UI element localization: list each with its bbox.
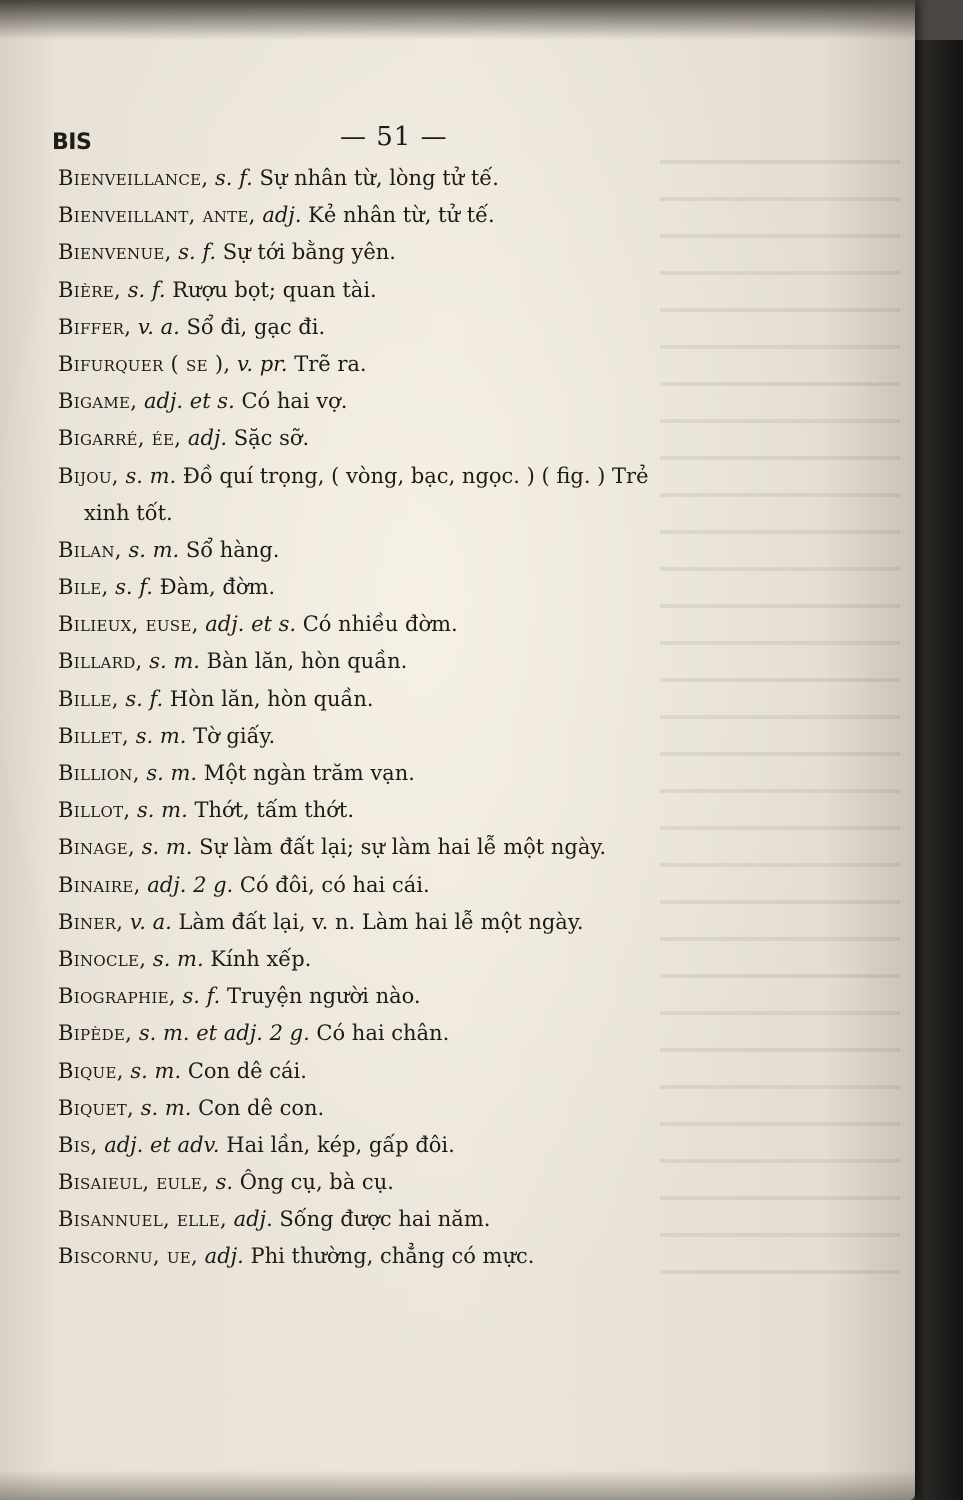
dictionary-entry xyxy=(58,829,758,866)
entry-definition: Có nhiều đờm. xyxy=(296,612,458,637)
dictionary-entry xyxy=(58,643,758,680)
page-header xyxy=(52,118,912,158)
entry-grammar: s. xyxy=(208,1170,234,1195)
dictionary-entry xyxy=(58,346,758,383)
entry-headword: Bile, xyxy=(58,575,109,600)
dictionary-entry xyxy=(58,978,758,1015)
dictionary-entry xyxy=(58,1090,758,1127)
entry-grammar: s. m. xyxy=(123,1058,182,1083)
entry-grammar: s. f. xyxy=(121,277,166,302)
entry-definition: Sống được hai năm. xyxy=(272,1207,491,1232)
dictionary-entry xyxy=(58,1164,758,1201)
entry-headword: Bifurquer ( se ), xyxy=(58,351,231,376)
dictionary-entry xyxy=(58,458,758,532)
entry-headword: Biscornu, ue, xyxy=(58,1244,198,1269)
entry-headword: Billot, xyxy=(58,798,131,823)
entry-grammar: adj. et adv. xyxy=(97,1132,220,1157)
dictionary-entry xyxy=(58,383,758,420)
entry-headword: Bipède, xyxy=(58,1021,133,1046)
entry-headword: Bienvenue, xyxy=(58,240,172,265)
entry-definition: Tờ giấy. xyxy=(186,723,276,748)
entry-grammar: s. f. xyxy=(118,686,164,711)
entry-definition: Sự tới bằng yên. xyxy=(216,240,396,265)
entry-headword: Binocle, xyxy=(58,946,147,971)
entry-definition: Phi thường, chẳng có mực. xyxy=(243,1244,535,1269)
entry-definition: Trẽ ra. xyxy=(287,351,367,376)
entry-headword: Bilan, xyxy=(58,537,122,562)
entry-definition: Đồ quí trọng, ( vòng, bạc, ngọc. ) ( fig. ) Trẻ xyxy=(176,463,649,488)
entry-grammar: s. m. xyxy=(121,537,180,562)
entry-headword: Biner, xyxy=(58,909,124,934)
entry-definition: Bàn lăn, hòn quần. xyxy=(199,649,408,674)
entry-definition: Kẻ nhân từ, tử tế. xyxy=(301,203,495,228)
entry-grammar: v. pr. xyxy=(230,351,288,376)
entry-grammar: s. m. xyxy=(130,798,188,823)
entry-headword: Binaire, xyxy=(58,872,141,897)
entry-headword: Bique, xyxy=(58,1058,124,1083)
entry-definition: Ông cụ, bà cụ. xyxy=(233,1170,394,1195)
guide-word: BIS xyxy=(52,130,92,155)
entry-definition: Hòn lăn, hòn quần. xyxy=(163,686,374,711)
dictionary-entry xyxy=(58,1127,758,1164)
entry-grammar: s. m. xyxy=(135,835,193,860)
entry-headword: Billard, xyxy=(58,649,143,674)
entry-grammar: adj. xyxy=(255,203,302,228)
entry-definition: Có đôi, có hai cái. xyxy=(233,872,430,897)
entry-list xyxy=(58,160,758,1276)
dictionary-entry xyxy=(58,1015,758,1052)
entry-definition: Hai lần, kép, gấp đôi. xyxy=(219,1132,455,1157)
dictionary-entry xyxy=(58,1238,758,1275)
entry-definition: Sổ hàng. xyxy=(179,537,280,562)
dictionary-entry xyxy=(58,792,758,829)
entry-headword: Biographie, xyxy=(58,984,176,1009)
entry-grammar: s. m. xyxy=(134,1095,192,1120)
entry-headword: Binage, xyxy=(58,835,136,860)
entry-headword: Bisannuel, elle, xyxy=(58,1207,227,1232)
entry-grammar: s. f. xyxy=(171,240,217,265)
entry-headword: Bis, xyxy=(58,1132,98,1157)
entry-grammar: v. a. xyxy=(131,314,180,339)
entry-grammar: adj. xyxy=(226,1207,273,1232)
dictionary-entry xyxy=(58,234,758,271)
dictionary-entry xyxy=(58,1201,758,1238)
entry-grammar: s. m. xyxy=(118,463,177,488)
entry-grammar: s. m. xyxy=(142,649,200,674)
dictionary-entry xyxy=(58,867,758,904)
dictionary-entry xyxy=(58,272,758,309)
entry-headword: Bienveillance, xyxy=(58,166,209,190)
entry-headword: Biffer, xyxy=(58,314,132,339)
dictionary-entry xyxy=(58,197,758,234)
entry-definition: Một ngàn trăm vạn. xyxy=(197,761,415,786)
dictionary-entry xyxy=(58,941,758,978)
entry-headword: Bigarré, ée, xyxy=(58,426,182,451)
dictionary-entry xyxy=(58,718,758,755)
page-number: — 51 — xyxy=(340,122,448,152)
entry-definition: Làm đất lại, v. n. Làm hai lễ một ngày. xyxy=(171,909,584,934)
entry-definition: Thớt, tấm thớt. xyxy=(187,798,355,823)
entry-definition: Con dê cái. xyxy=(181,1058,307,1083)
dictionary-entry xyxy=(58,904,758,941)
entry-definition: Rượu bọt; quan tài. xyxy=(165,277,377,302)
entry-headword: Bienveillant, ante, xyxy=(58,203,256,228)
entry-grammar: s. f. xyxy=(175,984,221,1009)
entry-headword: Bigame, xyxy=(58,389,138,414)
entry-definition: Sự nhân từ, lòng tử tế. xyxy=(252,166,499,190)
entry-grammar: s. m. et adj. 2 g. xyxy=(132,1021,310,1046)
entry-headword: Billet, xyxy=(58,723,130,748)
dictionary-entry xyxy=(58,532,758,569)
dictionary-entry xyxy=(58,1053,758,1090)
dictionary-entry xyxy=(58,569,758,606)
entry-grammar: adj. xyxy=(181,426,228,451)
entry-headword: Bijou, xyxy=(58,463,119,488)
entry-headword: Bille, xyxy=(58,686,119,711)
entry-grammar: s. m. xyxy=(146,946,204,971)
entry-headword: Bière, xyxy=(58,277,122,302)
entry-definition: Con dê con. xyxy=(191,1095,325,1120)
entry-grammar: s. f. xyxy=(108,575,153,600)
entry-grammar: adj. et s. xyxy=(137,389,235,414)
entry-grammar: v. a. xyxy=(123,909,172,934)
entry-grammar: s. m. xyxy=(129,723,187,748)
entry-grammar: adj. et s. xyxy=(198,612,297,637)
entry-headword: Bilieux, euse, xyxy=(58,612,199,637)
entry-grammar: adj. xyxy=(198,1244,244,1269)
dictionary-entry xyxy=(58,160,758,197)
entry-definition: Đàm, đờm. xyxy=(152,575,276,600)
entry-definition: Sự làm đất lại; sự làm hai lễ một ngày. xyxy=(192,835,607,860)
entry-definition: Sổ đi, gạc đi. xyxy=(179,314,326,339)
entry-grammar: adj. 2 g. xyxy=(140,872,234,897)
entry-definition: Truyện người nào. xyxy=(220,984,421,1009)
dictionary-entry xyxy=(58,309,758,346)
dictionary-entry xyxy=(58,681,758,718)
entry-definition: Kính xếp. xyxy=(203,946,312,971)
entry-headword: Billion, xyxy=(58,761,140,786)
entry-definition: Có hai vợ. xyxy=(234,389,348,414)
entry-headword: Biquet, xyxy=(58,1095,135,1120)
dictionary-entry xyxy=(58,420,758,457)
entry-grammar: s. f. xyxy=(208,166,253,190)
entry-headword: Bisaieul, eule, xyxy=(58,1170,209,1195)
entry-definition: Có hai chân. xyxy=(309,1021,450,1046)
entry-grammar: s. m. xyxy=(139,761,198,786)
dictionary-entry xyxy=(58,755,758,792)
entry-definition: Sặc sỡ. xyxy=(227,426,310,451)
dictionary-entry xyxy=(58,606,758,643)
entry-continuation: xinh tốt. xyxy=(84,500,173,525)
